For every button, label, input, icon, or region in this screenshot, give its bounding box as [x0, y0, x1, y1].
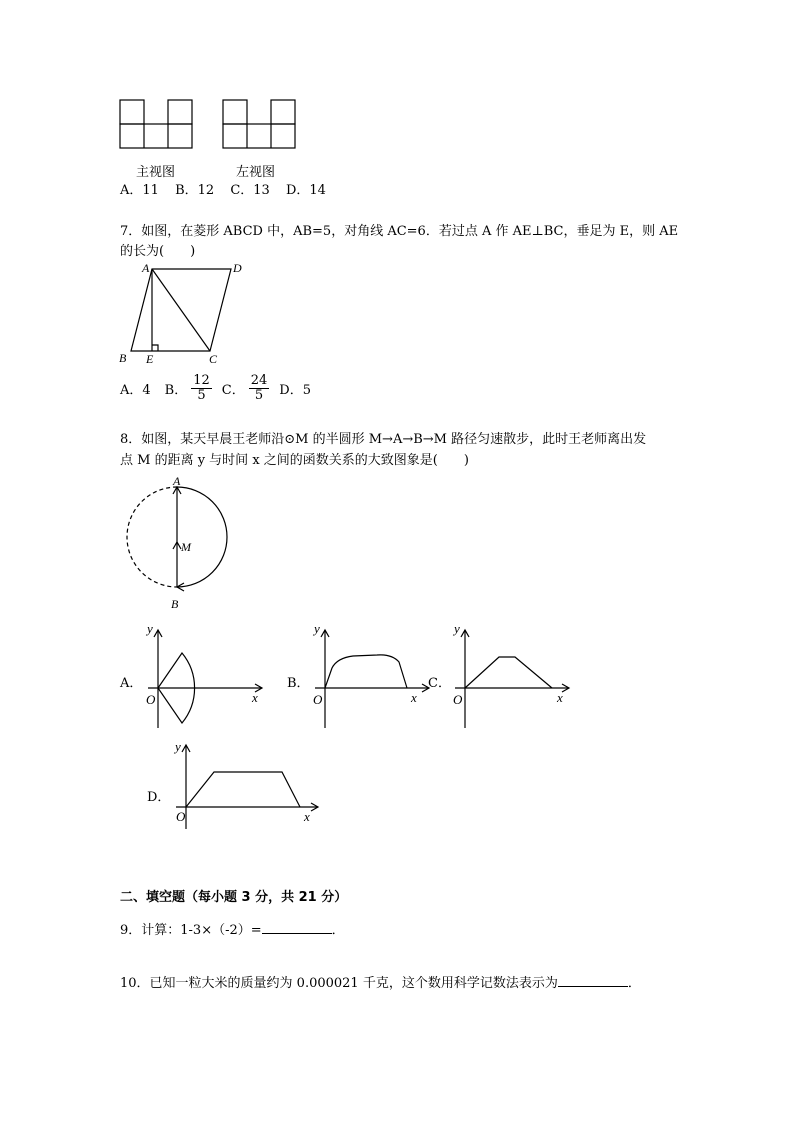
q10-line: [120, 974, 641, 992]
graph-c-x-label: x: [557, 690, 563, 705]
q9-line: [120, 921, 345, 939]
graph-b-y-label: y: [314, 621, 320, 636]
graph-d-x-label: x: [304, 809, 310, 824]
rhombus-label-d: D: [233, 261, 242, 275]
circle-label-a: A: [173, 474, 181, 488]
q7-option-c-prefix: C．: [221, 382, 245, 398]
q7-options: [120, 370, 311, 406]
graph-a: [140, 620, 270, 730]
q7-option-d: D．5: [279, 382, 311, 398]
graph-b-x-label: x: [411, 690, 417, 705]
front-view-drawing: [118, 98, 198, 153]
q7-option-b-denominator: 5: [197, 387, 206, 403]
graph-c: [447, 620, 577, 730]
rhombus-label-e: E: [146, 352, 154, 366]
graph-d-y-label: y: [175, 739, 181, 754]
circle-m-figure: [115, 475, 240, 615]
rhombus-label-b: B: [119, 351, 127, 365]
q9-answer-blank[interactable]: [262, 921, 332, 934]
graph-c-option: C．: [428, 676, 451, 691]
graph-d-origin-label: O: [176, 809, 186, 824]
q10-answer-blank[interactable]: [558, 974, 628, 987]
q7-option-c-denominator: 5: [254, 387, 264, 403]
graph-b: [307, 620, 437, 730]
q6-options: [120, 183, 326, 199]
rhombus-label-a: A: [142, 261, 150, 275]
circle-label-m: M: [181, 540, 191, 554]
graph-c-y-label: y: [454, 621, 460, 636]
q6-option-c: C．13: [230, 183, 270, 198]
rhombus-figure: [115, 260, 255, 370]
q7-stem-line1: 7．如图，在菱形 ABCD 中，AB=5，对角线 AC=6．若过点 A 作 AE⊥BC，垂足为 E，则 AE: [120, 224, 679, 239]
q7-option-a: A．4: [120, 382, 151, 398]
left-view-drawing: [221, 98, 301, 153]
q7-option-c-numerator: 24: [250, 372, 268, 388]
circle-label-b: B: [171, 597, 179, 611]
graph-b-origin-label: O: [313, 692, 323, 707]
q6-option-a: A．11: [120, 183, 159, 198]
q9-text: 9．计算：1-3×（-2）=: [120, 923, 262, 938]
graph-d: [168, 737, 328, 832]
q7-option-c-fraction: [249, 374, 270, 403]
q10-text: 10．已知一粒大米的质量约为 0.000021 千克，这个数用科学记数法表示为: [120, 976, 558, 991]
rhombus-label-c: C: [209, 352, 218, 366]
graph-b-option: B．: [287, 676, 310, 691]
q7-option-b-prefix: B．: [164, 382, 188, 398]
q9-end: ．: [331, 923, 345, 938]
q7-option-b-numerator: 12: [193, 372, 210, 388]
q8-stem-line1: 8．如图，某天早晨王老师沿⊙M 的半圆形 M→A→B→M 路径匀速散步，此时王老师离出发: [120, 432, 647, 447]
graph-c-origin-label: O: [453, 692, 463, 707]
graph-a-origin-label: O: [146, 692, 156, 707]
q7-option-b-fraction: [191, 374, 212, 403]
graph-a-option: A．: [120, 676, 143, 691]
q6-option-d: D．14: [285, 183, 326, 198]
front-view-label: 主视图: [136, 165, 176, 180]
left-view-label: 左视图: [236, 165, 276, 180]
section-2-heading: 二、填空题（每小题 3 分，共 21 分）: [120, 890, 348, 905]
q10-end: ．: [627, 976, 641, 991]
graph-a-y-label: y: [147, 621, 153, 636]
q8-stem-line2: 点 M 的距离 y 与时间 x 之间的函数关系的大致图象是( ): [120, 453, 469, 468]
graph-d-option: D．: [147, 790, 171, 805]
q7-stem-line2: 的长为( ): [120, 244, 196, 259]
q6-option-b: B．12: [175, 183, 215, 198]
graph-a-x-label: x: [252, 690, 258, 705]
